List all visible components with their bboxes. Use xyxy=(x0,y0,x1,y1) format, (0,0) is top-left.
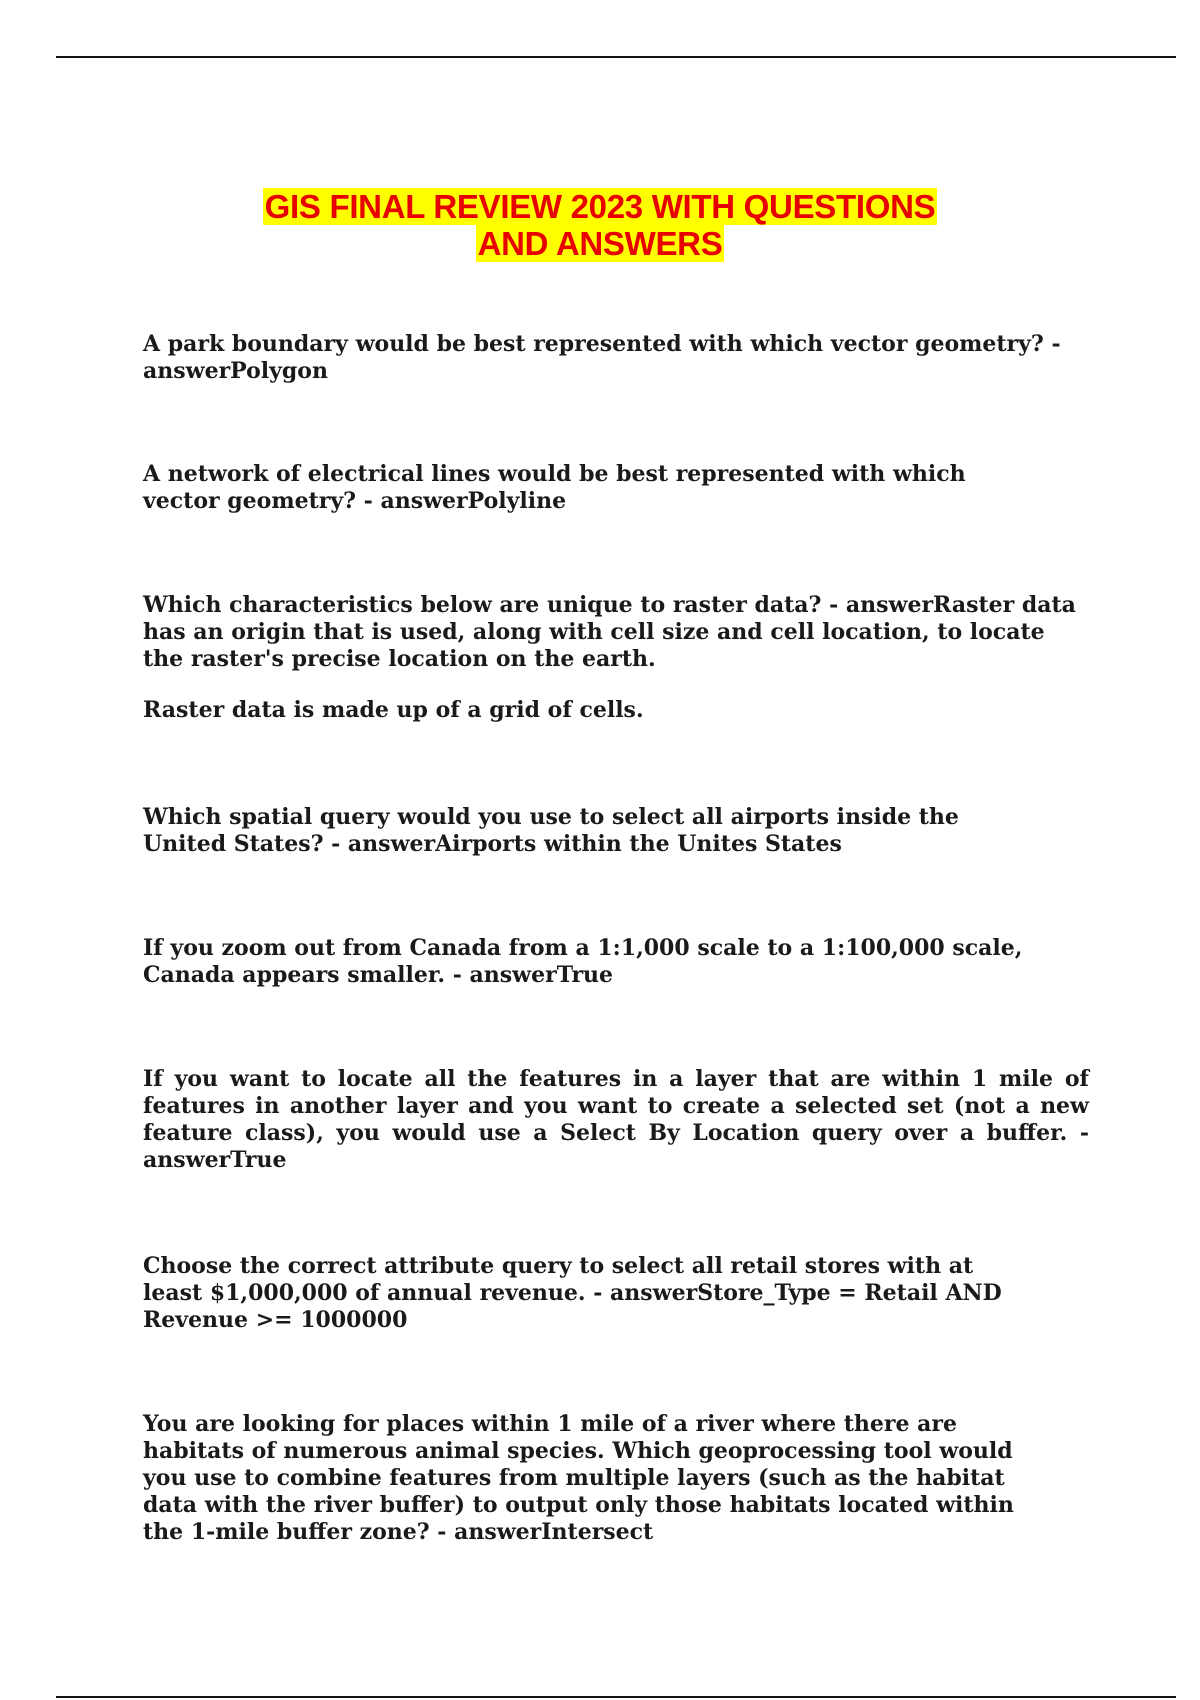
qa-text: If you zoom out from Canada from a 1:1,000 scale to a 1:100,000 scale, Canada appears smaller. - answerTrue xyxy=(143,935,1023,988)
qa-item-8 xyxy=(143,1411,1093,1546)
qa-item-6 xyxy=(143,1066,1089,1174)
qa-text: A park boundary would be best represented with which vector geometry? - answerPolygon xyxy=(143,331,1061,384)
qa-item-7 xyxy=(143,1253,1093,1334)
qa-text: Which spatial query would you use to select all airports inside the United States? - answerAirports within the Unites States xyxy=(143,804,959,857)
title-line-2: AND ANSWERS xyxy=(477,225,723,263)
bottom-rule xyxy=(56,1696,1176,1698)
qa-extra-text: Raster data is made up of a grid of cells. xyxy=(143,697,644,723)
qa-item-4 xyxy=(143,804,1093,858)
title-line-1: GIS FINAL REVIEW 2023 WITH QUESTIONS xyxy=(264,188,936,226)
qa-text: If you want to locate all the features in a layer that are within 1 mile of features in another layer and you want to create a selected set (not a new feature class), you would use a Select By Location query over a buffer. - answerTrue xyxy=(143,1066,1089,1173)
qa-text: Choose the correct attribute query to select all retail stores with at least $1,000,000 of annual revenue. - answerStore_Type = Retail AND Revenue >= 1000000 xyxy=(143,1253,1002,1333)
qa-text: A network of electrical lines would be best represented with which vector geometry? - answerPolyline xyxy=(143,461,966,514)
qa-text: Which characteristics below are unique to raster data? - answerRaster data has an origin that is used, along with cell size and cell location, to locate the raster's precise location on the earth. xyxy=(143,592,1076,672)
qa-item-1 xyxy=(143,331,1093,385)
qa-item-3 xyxy=(143,592,1093,724)
qa-text: You are looking for places within 1 mile of a river where there are habitats of numerous animal species. Which geoprocessing tool would you use to combine features from multiple layers (such as the habitat data with the river buffer) to output only those habitats located within the 1-mile buffer zone? - answerIntersect xyxy=(143,1411,1014,1545)
top-rule xyxy=(56,56,1176,58)
qa-item-2 xyxy=(143,461,1093,515)
document-title xyxy=(0,188,1200,262)
qa-item-5 xyxy=(143,935,1093,989)
